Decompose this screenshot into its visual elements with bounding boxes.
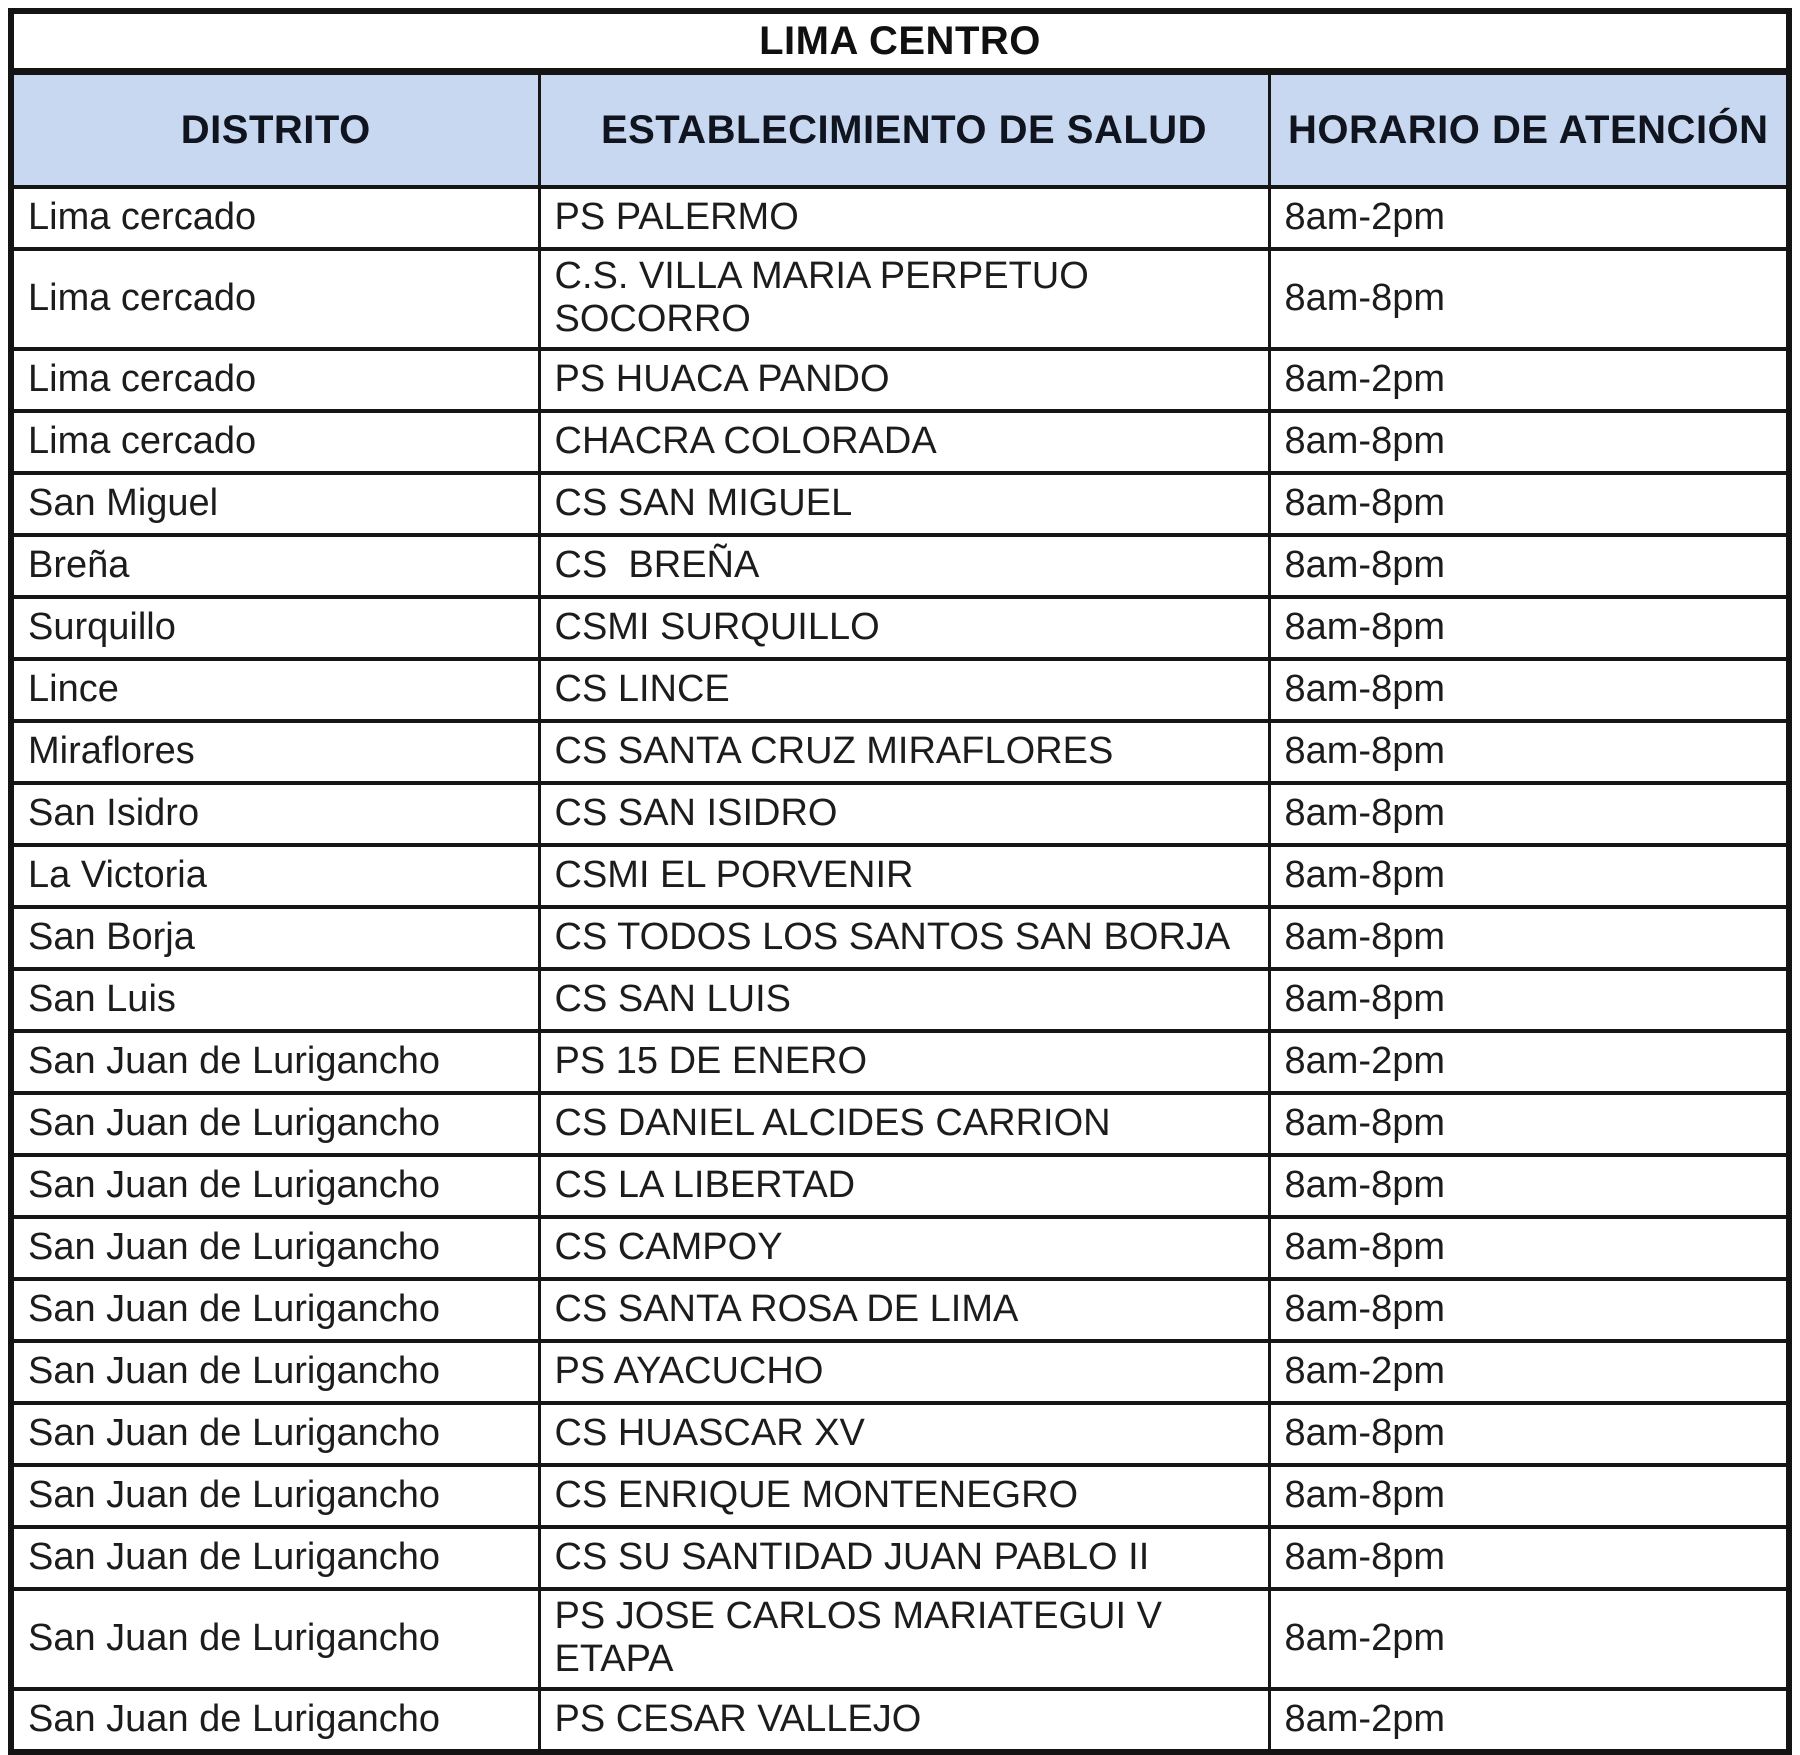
table-row	[11, 1031, 1789, 1093]
cell-horario: 8am-2pm	[1269, 1341, 1789, 1403]
cell-establecimiento: PS JOSE CARLOS MARIATEGUI V ETAPA	[539, 1589, 1269, 1689]
table-row	[11, 349, 1789, 411]
cell-establecimiento: CS BREÑA	[539, 535, 1269, 597]
cell-establecimiento: CS LA LIBERTAD	[539, 1155, 1269, 1217]
cell-horario: 8am-8pm	[1269, 411, 1789, 473]
cell-establecimiento: CS DANIEL ALCIDES CARRION	[539, 1093, 1269, 1155]
cell-establecimiento: PS PALERMO	[539, 187, 1269, 249]
cell-establecimiento: CS SU SANTIDAD JUAN PABLO II	[539, 1527, 1269, 1589]
cell-horario: 8am-8pm	[1269, 1093, 1789, 1155]
cell-establecimiento: CS HUASCAR XV	[539, 1403, 1269, 1465]
column-header-establecimiento: ESTABLECIMIENTO DE SALUD	[539, 72, 1269, 188]
table-row	[11, 1589, 1789, 1689]
cell-establecimiento: C.S. VILLA MARIA PERPETUO SOCORRO	[539, 249, 1269, 349]
cell-distrito: San Juan de Lurigancho	[11, 1217, 539, 1279]
cell-horario: 8am-8pm	[1269, 473, 1789, 535]
cell-establecimiento: CSMI EL PORVENIR	[539, 845, 1269, 907]
cell-distrito: San Juan de Lurigancho	[11, 1403, 539, 1465]
cell-establecimiento: CS SAN MIGUEL	[539, 473, 1269, 535]
cell-horario: 8am-8pm	[1269, 249, 1789, 349]
table-row	[11, 969, 1789, 1031]
table-row	[11, 1527, 1789, 1589]
cell-establecimiento: PS AYACUCHO	[539, 1341, 1269, 1403]
table-row	[11, 1403, 1789, 1465]
cell-distrito: San Juan de Lurigancho	[11, 1527, 539, 1589]
cell-horario: 8am-8pm	[1269, 783, 1789, 845]
cell-distrito: Breña	[11, 535, 539, 597]
cell-horario: 8am-8pm	[1269, 1527, 1789, 1589]
cell-distrito: San Juan de Lurigancho	[11, 1155, 539, 1217]
table-title-row	[11, 11, 1789, 72]
cell-distrito: Lima cercado	[11, 187, 539, 249]
table-row	[11, 1155, 1789, 1217]
cell-horario: 8am-8pm	[1269, 1217, 1789, 1279]
table-row	[11, 1217, 1789, 1279]
table-body	[11, 187, 1789, 1752]
table-row	[11, 187, 1789, 249]
column-header-distrito: DISTRITO	[11, 72, 539, 188]
cell-establecimiento: CS SANTA ROSA DE LIMA	[539, 1279, 1269, 1341]
cell-horario: 8am-2pm	[1269, 349, 1789, 411]
cell-horario: 8am-8pm	[1269, 1465, 1789, 1527]
cell-establecimiento: CS CAMPOY	[539, 1217, 1269, 1279]
cell-distrito: San Juan de Lurigancho	[11, 1093, 539, 1155]
table-row	[11, 845, 1789, 907]
cell-horario: 8am-8pm	[1269, 597, 1789, 659]
cell-horario: 8am-8pm	[1269, 907, 1789, 969]
cell-horario: 8am-2pm	[1269, 1589, 1789, 1689]
cell-establecimiento: CS TODOS LOS SANTOS SAN BORJA	[539, 907, 1269, 969]
cell-establecimiento: PS 15 DE ENERO	[539, 1031, 1269, 1093]
cell-distrito: Lima cercado	[11, 249, 539, 349]
cell-establecimiento: PS CESAR VALLEJO	[539, 1689, 1269, 1752]
cell-distrito: La Victoria	[11, 845, 539, 907]
table-row	[11, 473, 1789, 535]
cell-distrito: San Luis	[11, 969, 539, 1031]
cell-distrito: Lince	[11, 659, 539, 721]
table-row	[11, 721, 1789, 783]
cell-establecimiento: PS HUACA PANDO	[539, 349, 1269, 411]
table-row	[11, 535, 1789, 597]
table-row	[11, 659, 1789, 721]
cell-establecimiento: CS LINCE	[539, 659, 1269, 721]
cell-establecimiento: CSMI SURQUILLO	[539, 597, 1269, 659]
cell-distrito: Miraflores	[11, 721, 539, 783]
cell-horario: 8am-8pm	[1269, 721, 1789, 783]
cell-distrito: San Juan de Lurigancho	[11, 1279, 539, 1341]
cell-distrito: San Isidro	[11, 783, 539, 845]
table-row	[11, 411, 1789, 473]
cell-distrito: San Juan de Lurigancho	[11, 1031, 539, 1093]
table-row	[11, 1093, 1789, 1155]
cell-establecimiento: CS ENRIQUE MONTENEGRO	[539, 1465, 1269, 1527]
cell-horario: 8am-8pm	[1269, 1155, 1789, 1217]
cell-establecimiento: CS SAN ISIDRO	[539, 783, 1269, 845]
cell-distrito: San Juan de Lurigancho	[11, 1689, 539, 1752]
cell-horario: 8am-8pm	[1269, 659, 1789, 721]
table-row	[11, 907, 1789, 969]
cell-horario: 8am-8pm	[1269, 1279, 1789, 1341]
cell-distrito: San Borja	[11, 907, 539, 969]
cell-horario: 8am-8pm	[1269, 969, 1789, 1031]
cell-distrito: San Juan de Lurigancho	[11, 1589, 539, 1689]
health-facilities-table	[8, 8, 1792, 1755]
table-row	[11, 783, 1789, 845]
table-row	[11, 1341, 1789, 1403]
table-row	[11, 249, 1789, 349]
cell-horario: 8am-8pm	[1269, 845, 1789, 907]
cell-distrito: San Juan de Lurigancho	[11, 1341, 539, 1403]
table-row	[11, 597, 1789, 659]
cell-establecimiento: CS SAN LUIS	[539, 969, 1269, 1031]
cell-horario: 8am-2pm	[1269, 1689, 1789, 1752]
table-row	[11, 1465, 1789, 1527]
table-title: LIMA CENTRO	[11, 11, 1789, 72]
cell-horario: 8am-2pm	[1269, 187, 1789, 249]
column-header-horario: HORARIO DE ATENCIÓN	[1269, 72, 1789, 188]
cell-distrito: Lima cercado	[11, 411, 539, 473]
table-header-row	[11, 72, 1789, 188]
cell-horario: 8am-8pm	[1269, 1403, 1789, 1465]
cell-establecimiento: CHACRA COLORADA	[539, 411, 1269, 473]
cell-horario: 8am-8pm	[1269, 535, 1789, 597]
cell-distrito: Lima cercado	[11, 349, 539, 411]
cell-distrito: San Miguel	[11, 473, 539, 535]
cell-establecimiento: CS SANTA CRUZ MIRAFLORES	[539, 721, 1269, 783]
cell-distrito: San Juan de Lurigancho	[11, 1465, 539, 1527]
cell-horario: 8am-2pm	[1269, 1031, 1789, 1093]
table-row	[11, 1279, 1789, 1341]
cell-distrito: Surquillo	[11, 597, 539, 659]
table-row	[11, 1689, 1789, 1752]
